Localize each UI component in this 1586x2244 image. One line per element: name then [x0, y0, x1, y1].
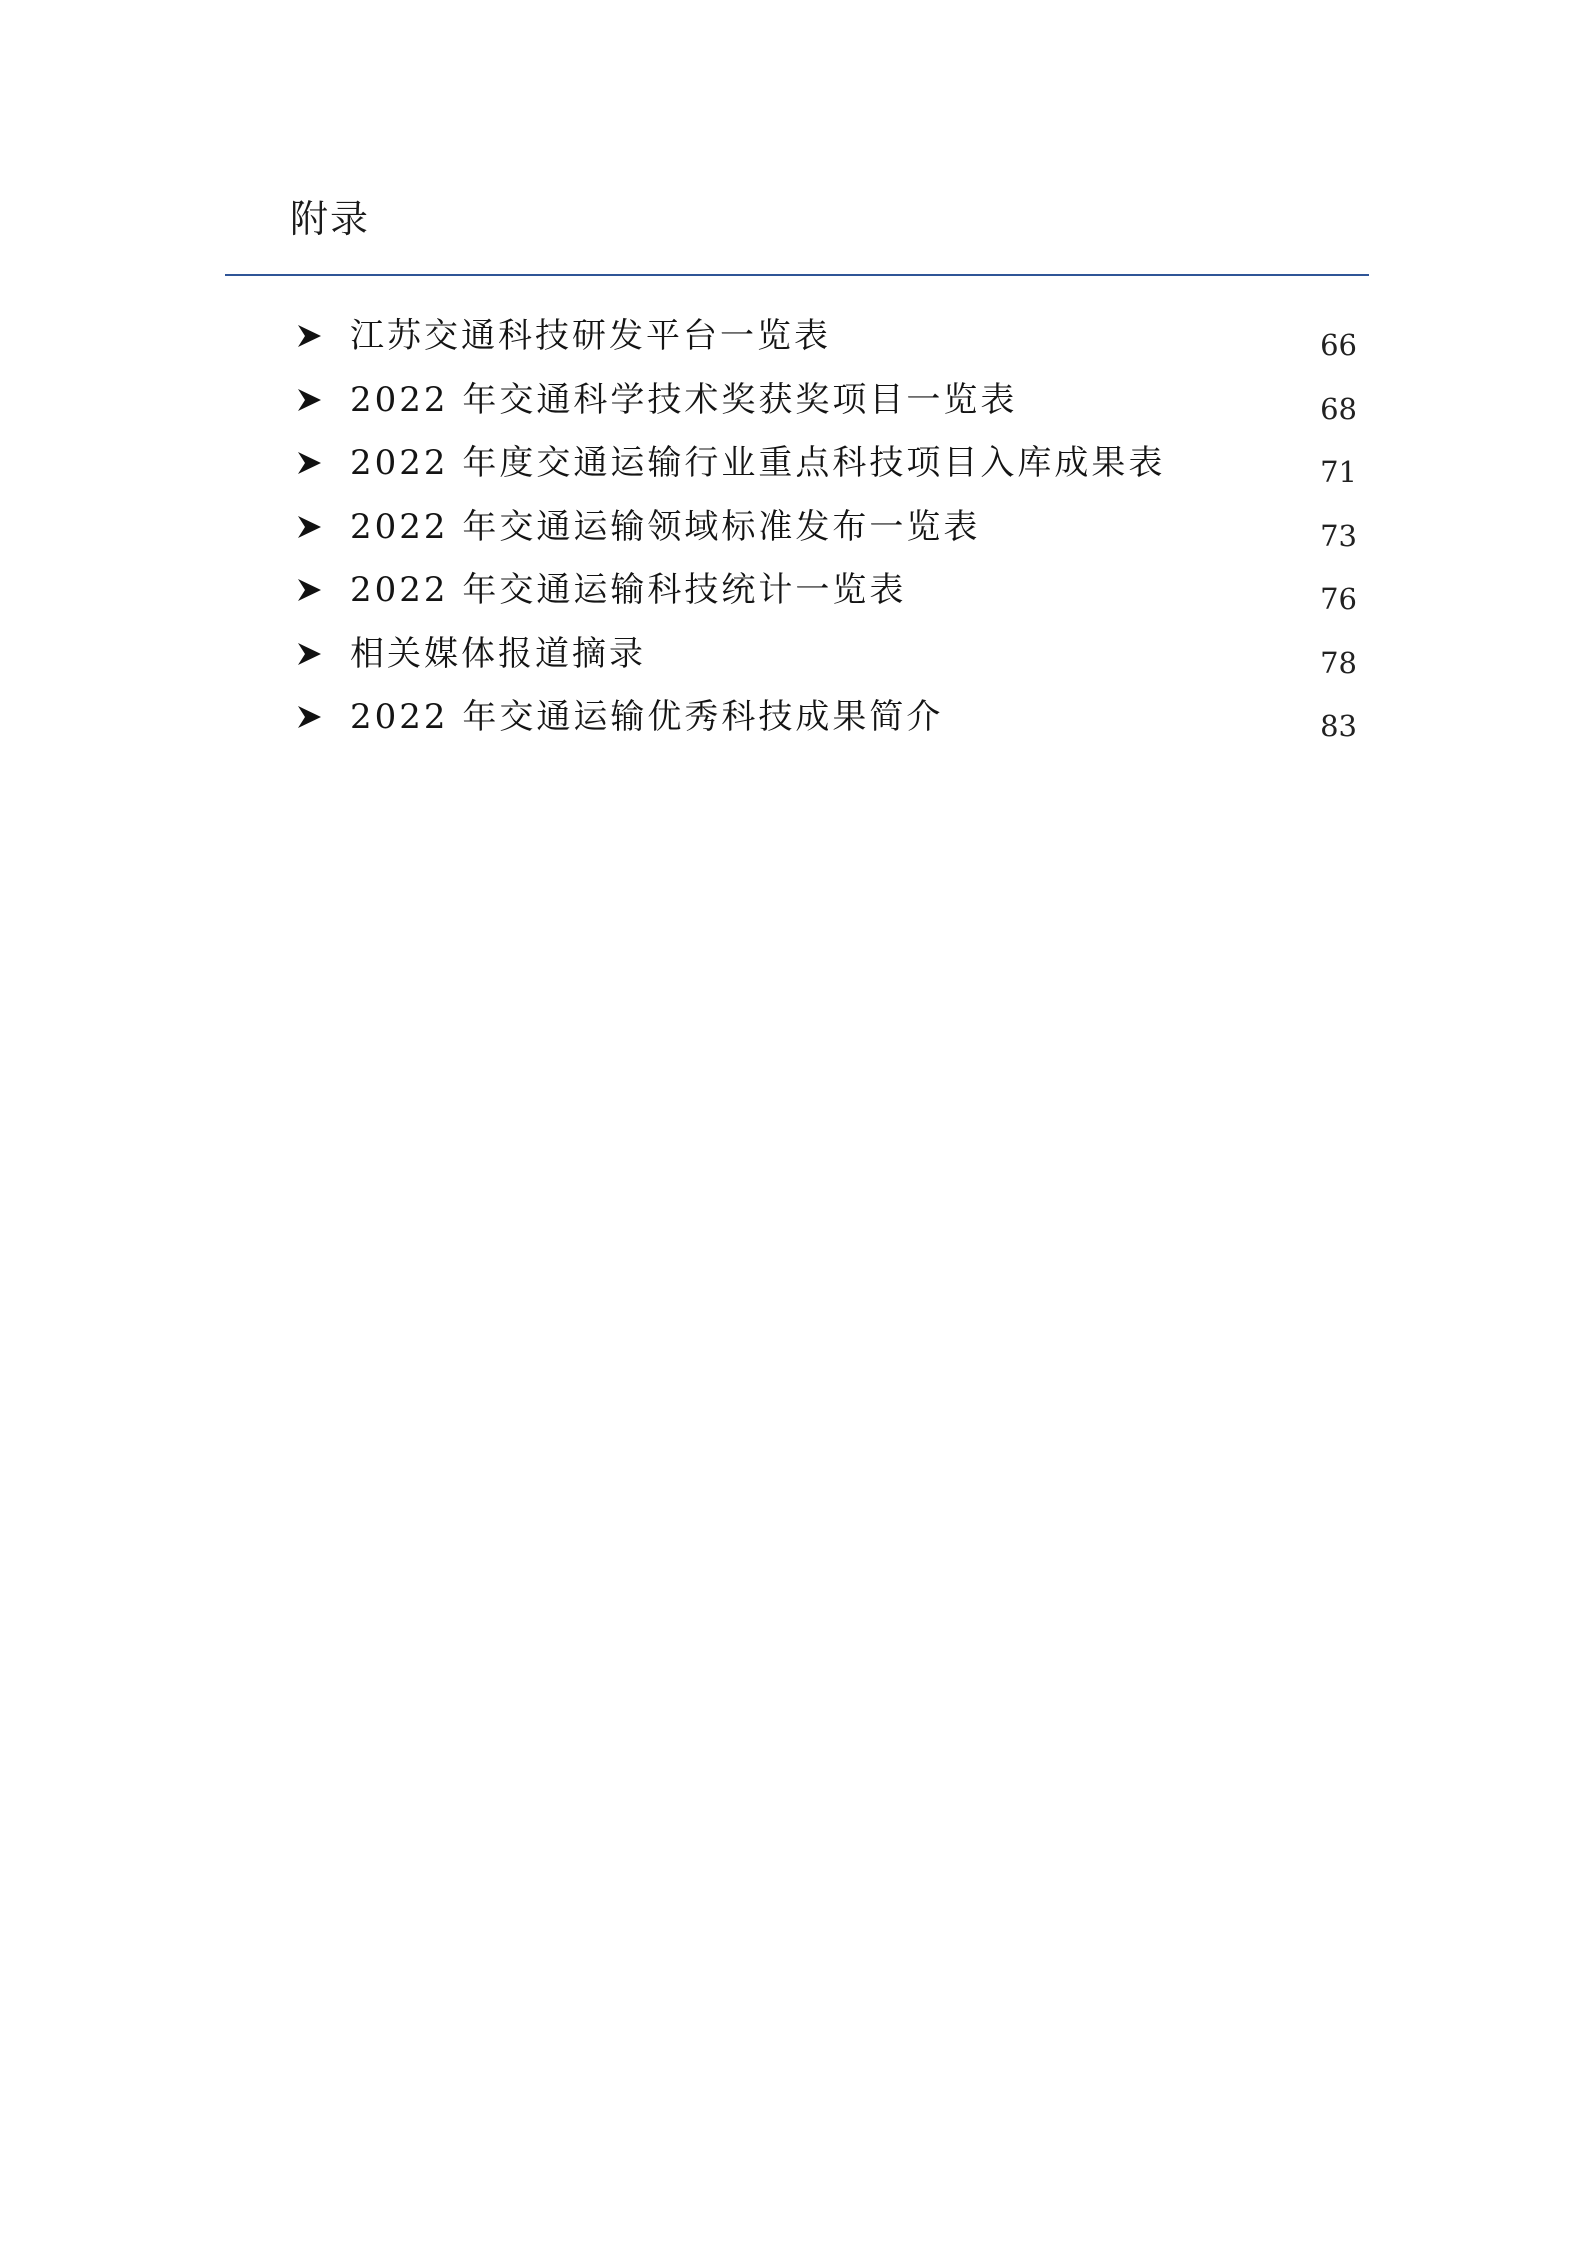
- table-of-contents: [295, 316, 1357, 761]
- toc-entry-label: 2022 年交通运输科技统计一览表: [350, 570, 907, 610]
- toc-entry-label: 江苏交通科技研发平台一览表: [350, 316, 831, 356]
- toc-entry-label: 相关媒体报道摘录: [350, 633, 646, 674]
- toc-entry[interactable]: [295, 316, 1357, 380]
- toc-entry[interactable]: [295, 697, 1357, 761]
- arrowhead-bullet-icon: [295, 449, 323, 477]
- arrowhead-bullet-icon: [295, 386, 323, 414]
- arrowhead-bullet-icon: [295, 640, 323, 668]
- toc-entry-label: 2022 年交通科学技术奖获奖项目一览表: [350, 379, 1018, 420]
- toc-entry[interactable]: [295, 634, 1357, 698]
- toc-entry-page-number: 76: [1320, 582, 1357, 616]
- toc-entry[interactable]: [295, 507, 1357, 571]
- toc-entry-page-number: 71: [1320, 455, 1357, 489]
- arrowhead-bullet-icon: [295, 576, 323, 604]
- toc-entry-label: 2022 年交通运输优秀科技成果简介: [350, 697, 944, 737]
- arrowhead-bullet-icon: [295, 703, 323, 731]
- toc-entry[interactable]: [295, 380, 1357, 444]
- toc-entry-page-number: 73: [1320, 518, 1357, 553]
- toc-entry-page-number: 83: [1320, 709, 1357, 743]
- toc-entry[interactable]: [295, 570, 1357, 634]
- toc-entry[interactable]: [295, 443, 1357, 507]
- toc-entry-page-number: 68: [1320, 391, 1357, 426]
- toc-entry-label: 2022 年度交通运输行业重点科技项目入库成果表: [350, 443, 1166, 483]
- title-divider: [225, 274, 1369, 276]
- arrowhead-bullet-icon: [295, 322, 323, 350]
- toc-entry-page-number: 66: [1320, 328, 1357, 362]
- toc-entry-label: 2022 年交通运输领域标准发布一览表: [350, 506, 981, 547]
- arrowhead-bullet-icon: [295, 513, 323, 541]
- section-title: 附录: [290, 197, 371, 241]
- toc-entry-page-number: 78: [1320, 645, 1357, 680]
